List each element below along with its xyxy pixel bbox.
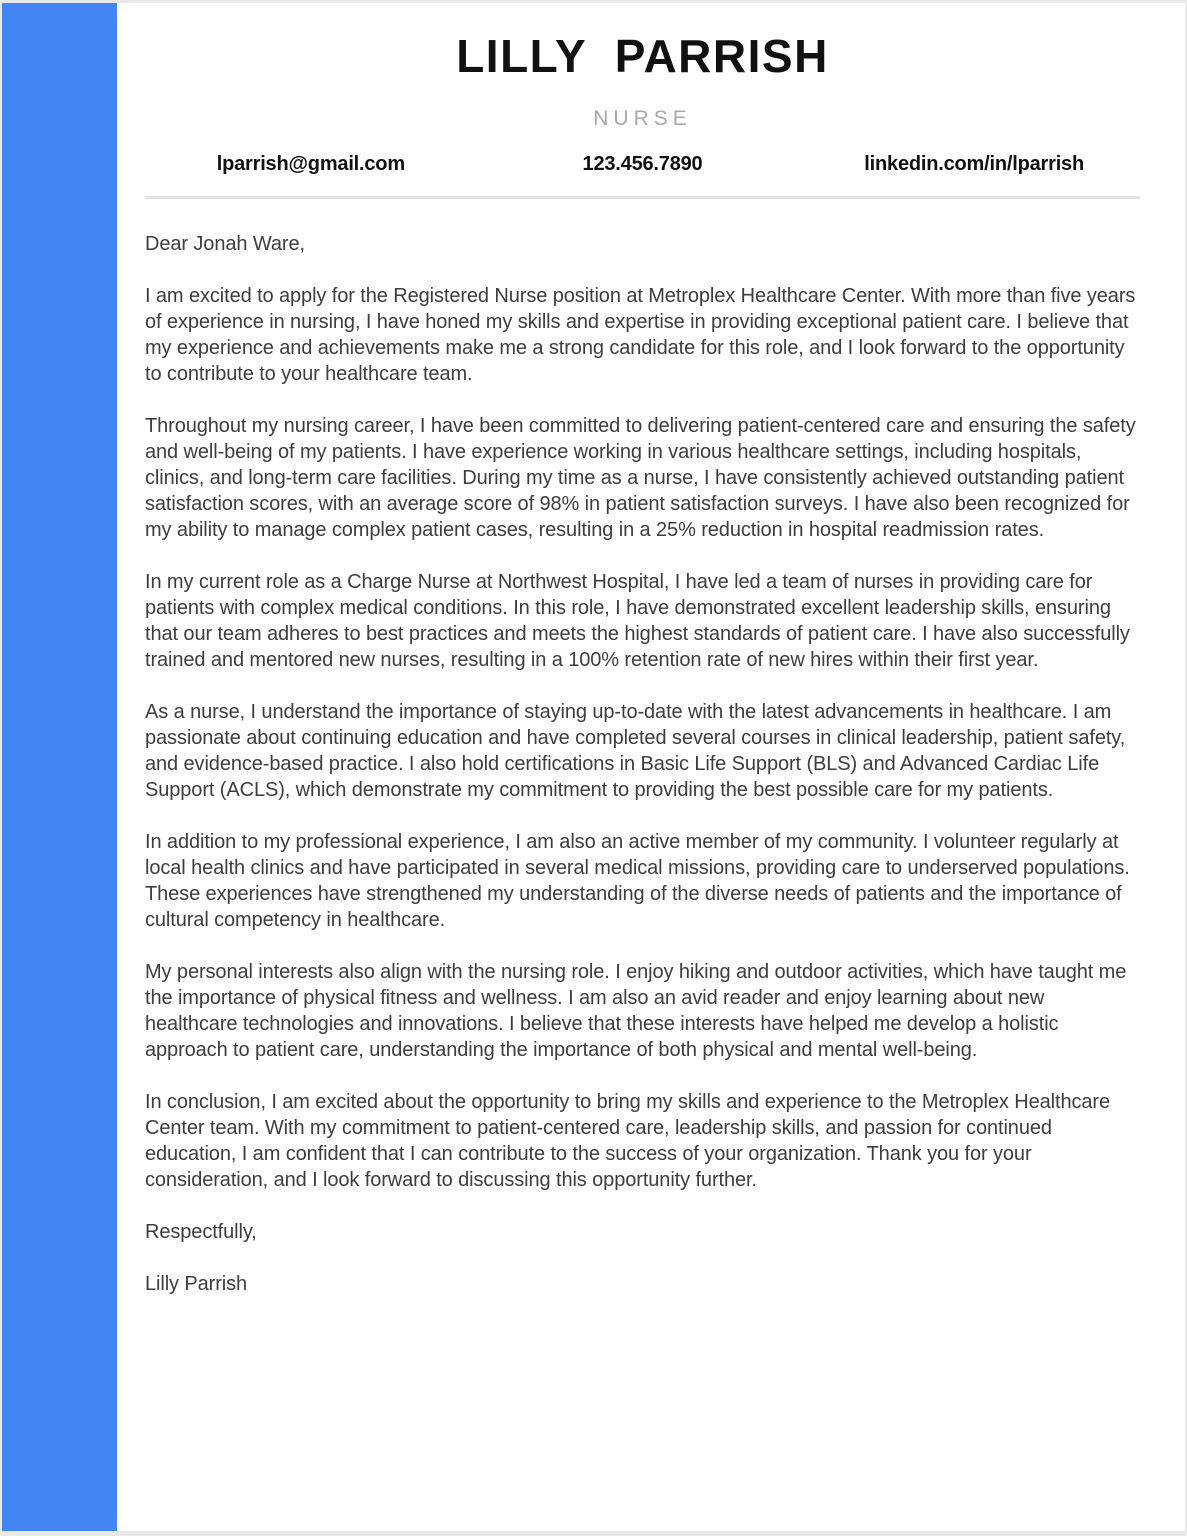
letter-paragraph: I am excited to apply for the Registered Nurse position at Metroplex Healthcare Center. With more than five years of experience in nursing, I have honed my skills and expertise in providing exceptional patient care. I believe that my experience and achievements make me a strong candidate for this role, and I look forward to the opportunity to contribute to your healthcare team.: [145, 285, 1136, 385]
accent-sidebar: [2, 3, 117, 1531]
letter-body: [145, 231, 1140, 1297]
letter-paragraph: In addition to my professional experience, I am also an active member of my community. I volunteer regularly at local health clinics and have participated in several medical missions, providing care to underserved populations. These experiences have strengthened my understanding of the diverse needs of patients and the importance of cultural competency in healthcare.: [145, 831, 1130, 931]
contact-phone: 123.456.7890: [582, 153, 703, 175]
header-divider: [145, 196, 1140, 199]
letter-content: [145, 3, 1140, 1531]
closing: Respectfully,: [145, 1221, 257, 1243]
signature-name: Lilly Parrish: [145, 1273, 248, 1295]
candidate-name: LILLY PARRISH: [456, 30, 829, 82]
letter-paragraph: Throughout my nursing career, I have been committed to delivering patient-centered care and ensuring the safety and well-being of my patients. I have experience working in various healthcare settings, including hospitals, clinics, and long-term care facilities. During my time as a nurse, I have consistently achieved outstanding patient satisfaction scores, with an average score of 98% in patient satisfaction surveys. I have also been recognized for my ability to manage complex patient cases, resulting in a 25% reduction in hospital readmission rates.: [145, 415, 1136, 541]
letter-paragraph: In my current role as a Charge Nurse at Northwest Hospital, I have led a team of nurses in providing care for patients with complex medical conditions. In this role, I have demonstrated excellent leadership skills, ensuring that our team adheres to best practices and meets the highest standards of patient care. I have also successfully trained and mentored new nurses, resulting in a 100% retention rate of new hires within their first year.: [145, 571, 1130, 671]
salutation: Dear Jonah Ware,: [145, 233, 305, 255]
contact-linkedin: linkedin.com/in/lparrish: [864, 153, 1084, 175]
contact-email: lparrish@gmail.com: [216, 153, 405, 175]
document-page: [2, 3, 1185, 1531]
letter-paragraph: My personal interests also align with the nursing role. I enjoy hiking and outdoor activities, which have taught me the importance of physical fitness and wellness. I am also an avid reader and enjoy learning about new healthcare technologies and innovations. I believe that these interests have helped me develop a holistic approach to patient care, understanding the importance of both physical and mental well-being.: [145, 961, 1127, 1061]
letter-paragraph: In conclusion, I am excited about the opportunity to bring my skills and experience to the Metroplex Healthcare Center team. With my commitment to patient-centered care, leadership skills, and passion for continued education, I am confident that I can contribute to the success of your organization. Thank you for your consideration, and I look forward to discussing this opportunity further.: [145, 1091, 1110, 1191]
candidate-job-title: NURSE: [593, 107, 692, 130]
contact-row: [145, 153, 1140, 176]
letter-paragraph: As a nurse, I understand the importance of staying up-to-date with the latest advancements in healthcare. I am passionate about continuing education and have completed several courses in clinical leadership, patient safety, and evidence-based practice. I also hold certifications in Basic Life Support (BLS) and Advanced Cardiac Life Support (ACLS), which demonstrate my commitment to providing the best possible care for my patients.: [145, 701, 1126, 801]
